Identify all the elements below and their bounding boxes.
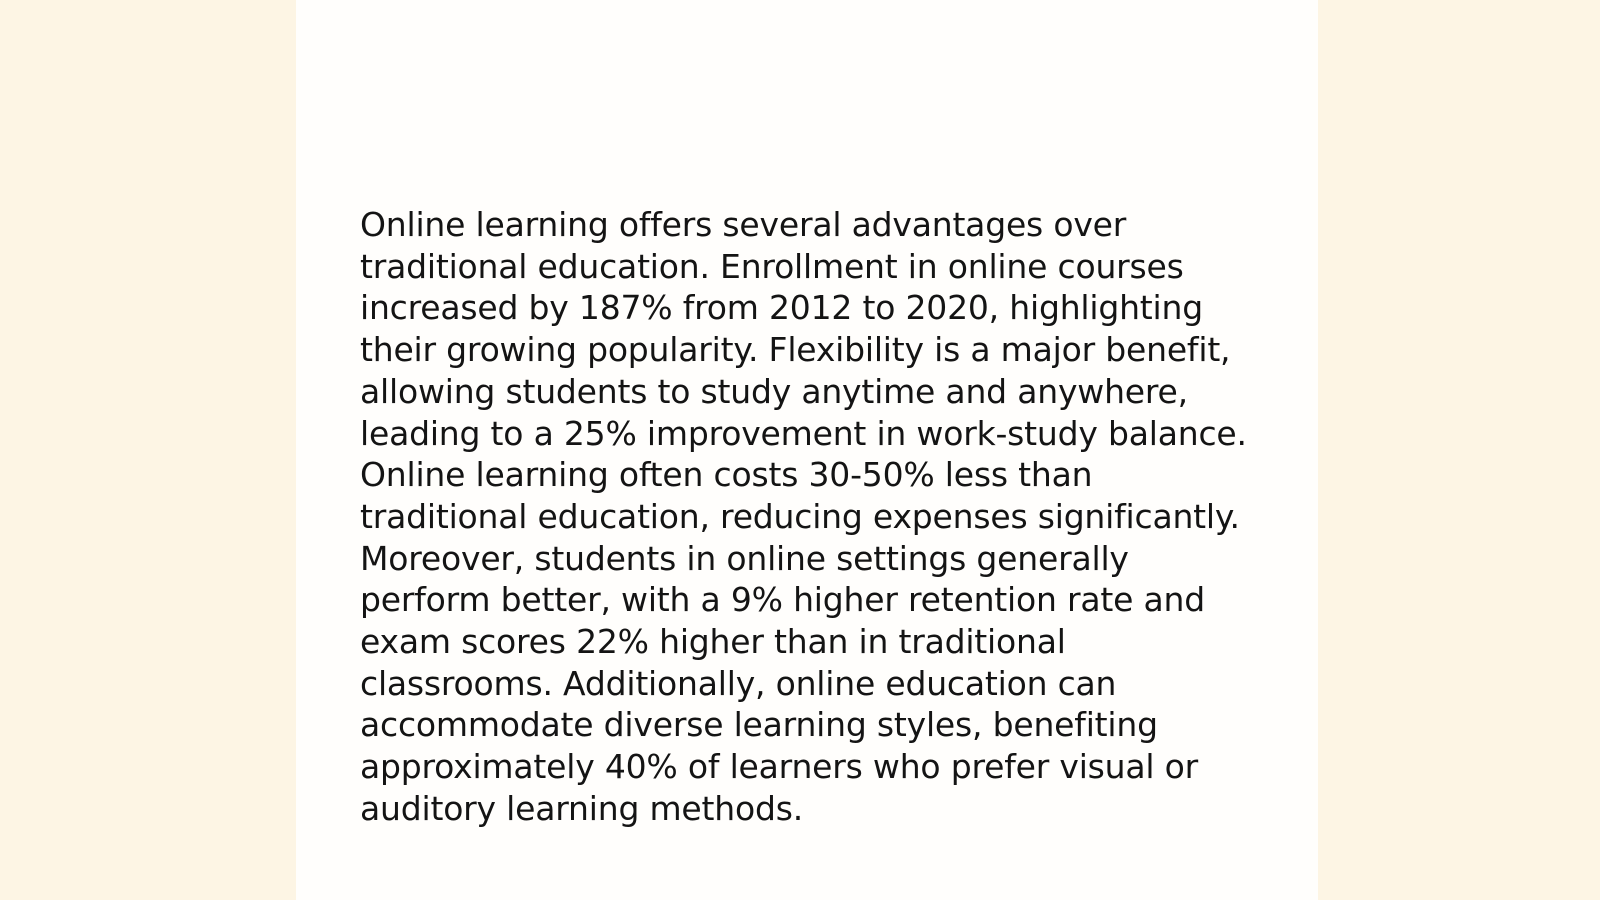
body-paragraph: Online learning offers several advantages over traditional education. Enrollment in online courses increased by 187% from 2012 to 2020, highlighting their growing popularity. Flexibility is a major benefit, allowing students to study anytime and anywhere, leading to a 25% improvement in work-study balance. Online learning often costs 30-50% less than traditional education, reducing expenses significantly. Moreover, students in online settings generally perform better, with a 9% higher retention rate and exam scores 22% higher than in traditional classrooms. Additionally, online education can accommodate diverse learning styles, benefiting approximately 40% of learners who prefer visual or auditory learning methods.: [360, 205, 1247, 828]
document-page: [296, 0, 1318, 900]
